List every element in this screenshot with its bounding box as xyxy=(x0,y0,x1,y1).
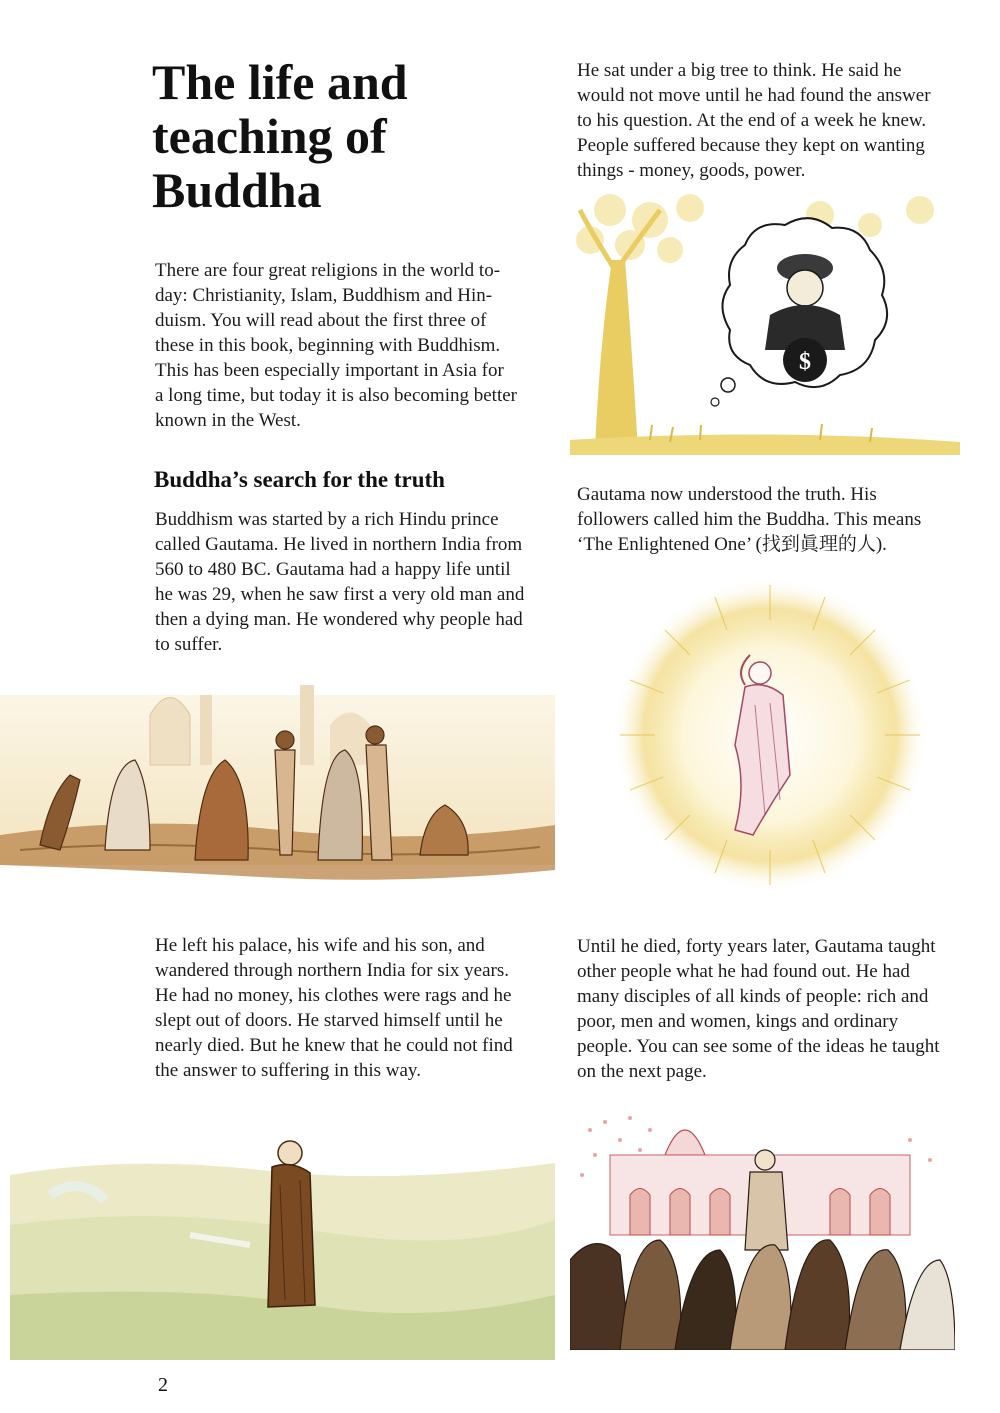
page-number: 2 xyxy=(158,1374,168,1396)
illustration-wandering-monk xyxy=(10,1135,555,1360)
title-line-1: The life and xyxy=(152,54,408,110)
intro-paragraph: There are four great religions in the world to- day: Christianity, Islam, Buddhism and Hin- duism. You will read about the first three of these in this book, beginning with Buddhism. This has been especially important in Asia for a long time, but today it is also becoming better known in the West. xyxy=(155,260,517,431)
illustration-tree-thought xyxy=(570,190,960,455)
title-line-2: teaching of xyxy=(152,108,387,164)
section-paragraph-2: He left his palace, his wife and his son, and wandered through northern India for six years. He had no money, his clothes were rags and he slept out of doors. He starved himself until he nearly died. But he knew that he could not find the answer to suffering in this way. xyxy=(155,935,513,1081)
right-paragraph-2: Gautama now understood the truth. His followers called him the Buddha. This means ‘The Enlightened One’ (找到眞理的人). xyxy=(577,484,922,555)
illustration-suffering-people xyxy=(0,655,555,895)
illustration-disciples xyxy=(570,1100,955,1350)
thought-money-symbol: $ xyxy=(799,349,811,375)
title-line-3: Buddha xyxy=(152,162,322,218)
illustration-enlightened-buddha xyxy=(585,575,960,895)
section-heading: Buddha’s search for the truth xyxy=(154,467,445,492)
page-title xyxy=(152,55,532,217)
right-paragraph-1: He sat under a big tree to think. He said he would not move until he had found the answer to his question. At the end of a week he knew. People suffered because they kept on wanting things - money, goods, power. xyxy=(577,60,931,181)
section-paragraph-1: Buddhism was started by a rich Hindu prince called Gautama. He lived in northern India from 560 to 480 BC. Gautama had a happy life until he was 29, when he saw first a very old man and then a dying man. He wondered why people had to suffer. xyxy=(155,509,525,655)
right-paragraph-3: Until he died, forty years later, Gautama taught other people what he had found out. He had many disciples of all kinds of people: rich and poor, men and women, kings and ordinary people. You can see some of the ideas he taught on the next page. xyxy=(577,936,940,1082)
